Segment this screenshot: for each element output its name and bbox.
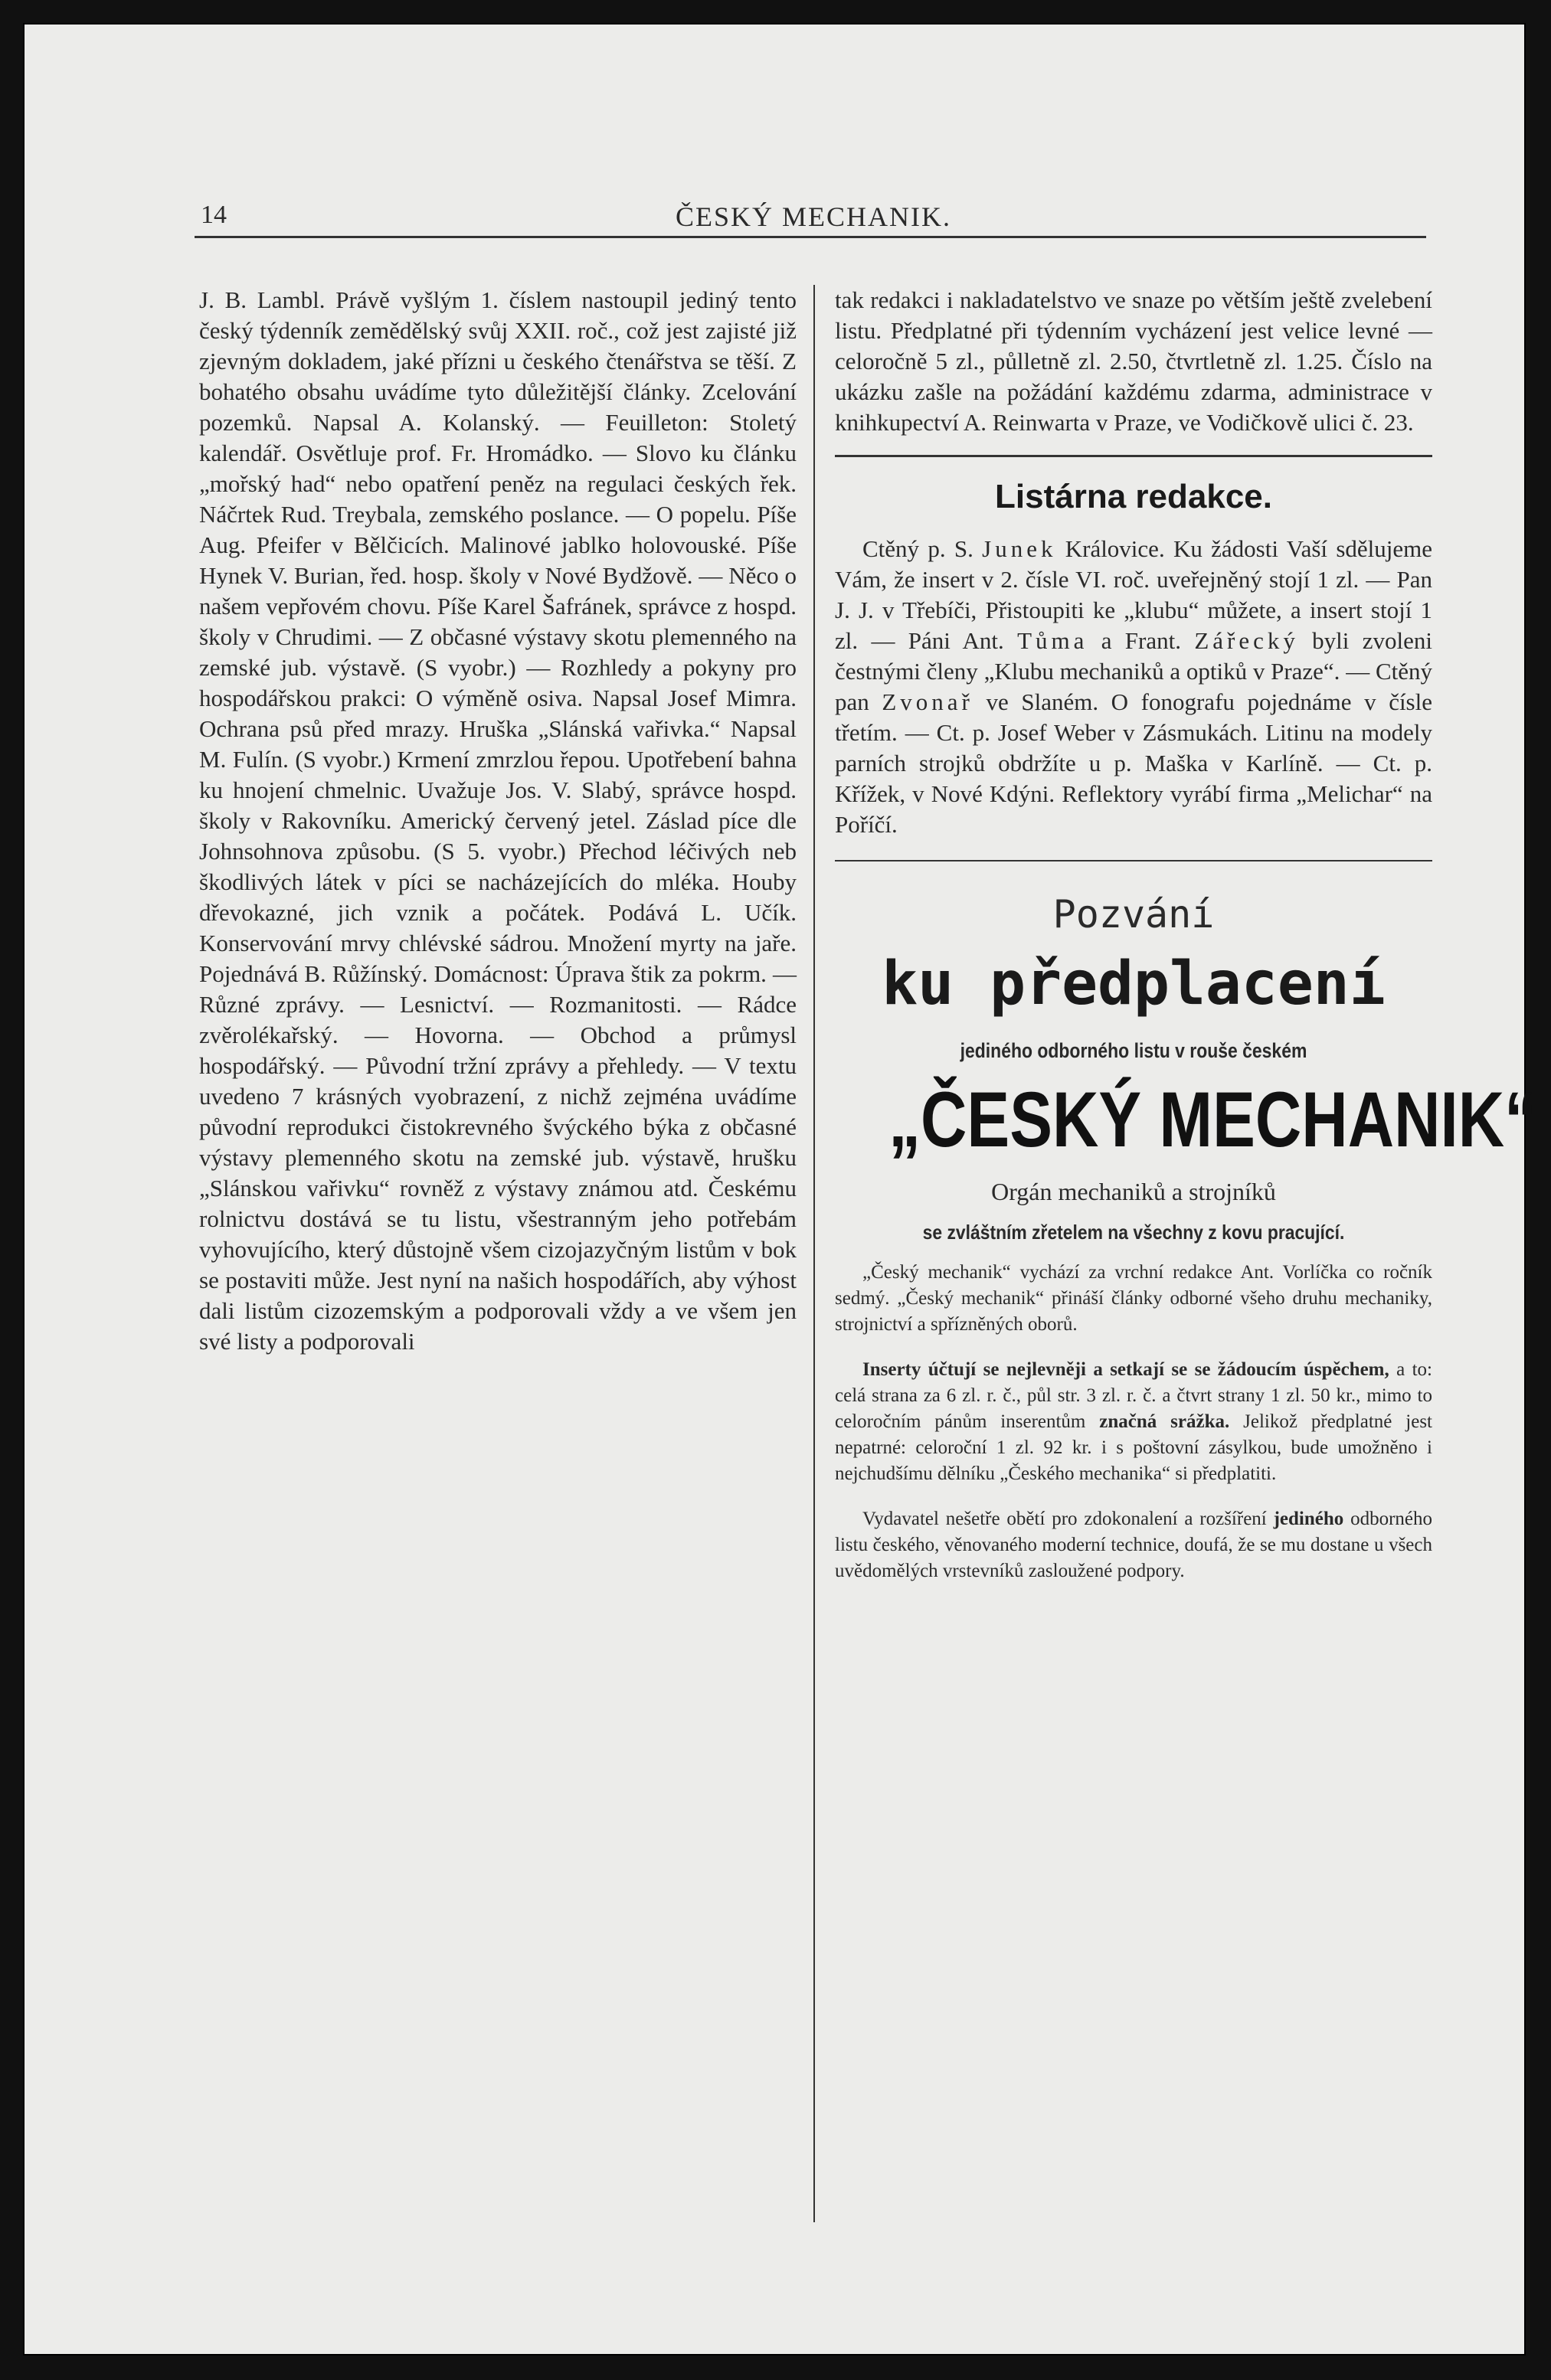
ad-organ: Orgán mechaniků a strojníků: [991, 1178, 1276, 1205]
ad-subtitle: se zvláštním zřetelem na všechny z kovu pracující.: [922, 1221, 1345, 1244]
ad-paragraph-1: „Český mechanik“ vychází za vrchní redakce Ant. Vorlíčka co ročník sedmý. „Český mechanik“ přináší články odborné všeho druhu mechaniky, strojnictví a spřízněných oborů.: [835, 1262, 1432, 1335]
header-rule: [195, 236, 1426, 238]
ad-masthead: „ČESKÝ MECHANIK“: [888, 1076, 1536, 1163]
ad-paragraph-3: Vydavatel nešetře obětí pro zdokonalení a rozšíření jediného odborného listu českého, věnovaného moderní technice, doufá, že se mu dostane u všech uvědomělých vrstevníků zasloužené podpory.: [835, 1509, 1432, 1581]
running-title: ČESKÝ MECHANIK.: [675, 201, 951, 232]
right-column: [835, 285, 1536, 1604]
ad-rule: [835, 860, 1432, 861]
lambl-notice: J. B. Lambl. Právě vyšlým 1. číslem nastoupil jediný tento český týdenník zemědělský svůj XXII. roč., což jest zajisté již zjevným dokladem, jaké přízni u českého čtenářstva se těší. Z bohatého obsahu uvádíme tyto důležitější články. Zcelování pozemků. Napsal A. Kolanský. — Feuilleton: Stoletý kalendář. Osvětluje prof. Fr. Hromádko. — Slovo ku článku „mořský had“ nebo opatření peněz na regulaci českých řek. Náčrtek Rud. Treybala, zemského poslance. — O popelu. Píše Aug. Pfeifer v Bělčicích. Malinové jablko holovouské. Píše Hynek V. Burian, řed. hosp. školy v Nové Bydžově. — Něco o našem vepřovém chovu. Píše Karel Šafránek, správce z hospd. školy v Chrudimi. — Z občasné výstavy skotu plemenného na zemské jub. výstavě. (S vyobr.) — Rozhledy a pokyny pro hospodářskou prakci: O výměně osiva. Napsal Josef Mimra. Ochrana psů před mrazy. Hruška „Slánská vařivka.“ Napsal M. Fulín. (S vyobr.) Krmení zmrzlou řepou. Upotřebení bahna ku hnojení chmelnic. Uvažuje Jos. V. Slabý, správce hospd. školy v Rakovníku. Americký červený jetel. Záslad píce dle Johnsohnova způsobu. (S 5. vyobr.) Přechod léčivých neb škodlivých látek v píci se nacházejících do mléka. Houby dřevokazné, jich vznik a počátek. Podává L. Učík. Konservování mrvy chlévské sádrou. Množení myrty na jaře. Pojednává B. Růžínský. Domácnost: Úprava štik za pokrm. — Různé zprávy. — Lesnictví. — Rozmanitosti. — Rádce zvěrolékařský. — Hovorna. — Obchod a průmysl hospodářský. — Původní tržní zprávy a přehledy. — V textu uvedeno 7 krásných vyobrazení, z nichž zejména uvádíme původní reprodukci čistokrevného švýckého býka z občasné výstavy plemenného skotu na zemské jub. výstavě, hrušku „Slánskou vařivku“ rovněž z výstavy známou atd. Českému rolnictvu dostává se tu listu, všestranným jeho potřebám vyhovujícího, který důstojně všem cizojazyčným listům v bok se postaviti může. Jest nyní na našich hospodářích, aby výhost dali listům cizozemským a podporovali vždy a ve všem jen své listy a podporovali: [199, 286, 797, 1355]
column-divider: [813, 285, 815, 2222]
ad-pozvani: Pozvání: [1052, 892, 1215, 937]
ad-tagline: jediného odborného listu v rouše českém: [960, 1039, 1307, 1062]
section-rule: [835, 455, 1432, 457]
listarna-body: Ctěný p. S. Junek Královice. Ku žádosti Vaší sdělujeme Vám, že insert v 2. čísle VI. roč. uveřejněný stojí 1 zl. — Pan J. J. v Třebíči, Přistoupiti ke „klubu“ můžete, a insert stojí 1 zl. — Páni Ant. Tůma a Frant. Zářecký byli zvoleni čestnými členy „Klubu mechaniků a optiků v Praze“. — Ctěný pan Zvonař ve Slaném. O fonografu pojednáme v čísle třetím. — Ct. p. Josef Weber v Zásmukách. Litinu na modely parních strojků obdržíte u p. Maška v Karlíně. — Ct. p. Křížek, v Nové Kdýni. Reflektory vyrábí firma „Melichar“ na Poříčí.: [835, 535, 1432, 838]
page-number: 14: [201, 201, 227, 229]
page-sheet: [23, 23, 1536, 2355]
page-header: [201, 201, 1426, 240]
ad-headline: ku předplacení: [882, 950, 1386, 1018]
subscription-ad: [835, 888, 1536, 1584]
ad-paragraph-2: Inserty účtují se nejlevněji a setkají se se žádoucím úspěchem, a to: celá strana za 6 zl. r. č., půl str. 3 zl. r. č. a čtvrt strany 1 zl. 50 kr., mimo to celoročním pánům inserentům značná srážka. Jelikož předplatné jest nepatrné: celoroční 1 zl. 92 kr. i s poštovní zásylkou, bude umožněno i nejchudšímu dělníku „Českého mechanika“ si předplatiti.: [835, 1359, 1432, 1484]
subscription-notice: tak redakci i nakladatelstvo ve snaze po větším ještě zvelebení listu. Předplatné při týdenním vycházení jest velice levné — celoročně 5 zl., půlletně zl. 2.50, čtvrtletně zl. 1.25. Číslo na ukázku zašle na požádání každému zdarma, administrace v knihkupectví A. Reinwarta v Praze, ve Vodičkově ulici č. 23.: [835, 286, 1432, 436]
listarna-title: Listárna redakce.: [995, 478, 1272, 515]
left-column: [199, 285, 797, 1357]
